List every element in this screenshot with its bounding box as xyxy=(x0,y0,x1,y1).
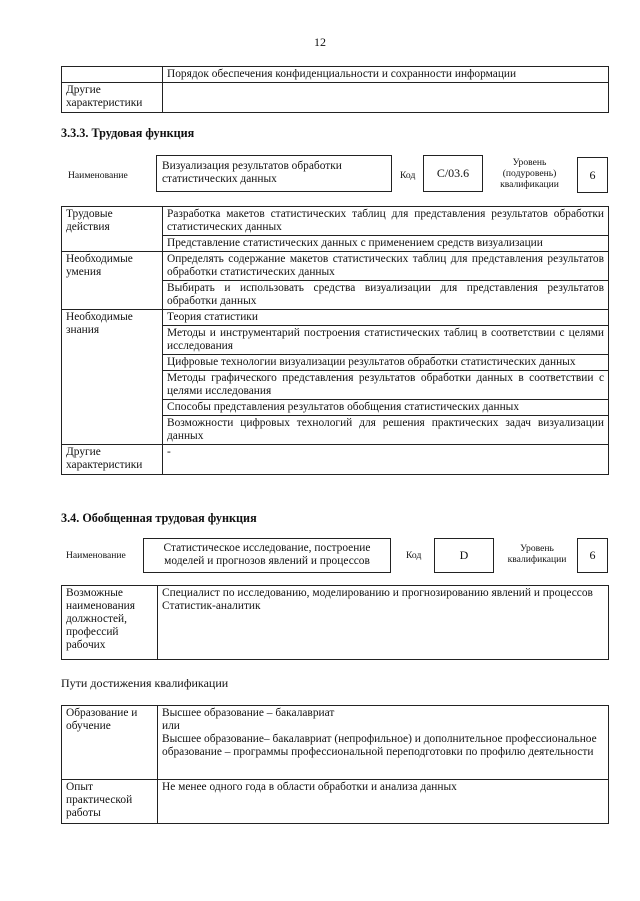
code-value-333 xyxy=(423,155,483,192)
experience-label: Опыт практической работы xyxy=(62,780,158,824)
position-item: Специалист по исследованию, моделированию и прогнозированию явлений и процессов xyxy=(162,587,593,599)
skill-row: Выбирать и использовать средства визуализации для представления результатов обработки данных xyxy=(163,281,609,310)
top-other-value xyxy=(163,83,609,113)
name-value-34: Статистическое исследование, построение моделей и прогнозов явлений и процессов xyxy=(143,538,391,573)
knowledge-row: Цифровые технологии визуализации результатов обработки статистических данных xyxy=(163,355,609,371)
knowledge-row: Методы графического представления результатов обработки данных в соответствии с целями исследования xyxy=(163,371,609,400)
education-label: Образование и обучение xyxy=(62,706,158,780)
positions-table xyxy=(61,585,609,660)
details-other-value: - xyxy=(163,445,609,475)
knowledge-row: Возможности цифровых технологий для решения практических задач визуализации данных xyxy=(163,416,609,445)
section-34-title: 3.4. Обобщенная трудовая функция xyxy=(61,511,257,525)
code-text-34: D xyxy=(459,548,469,562)
skills-label: Необходимые умения xyxy=(62,252,163,310)
details-other-label: Другие характеристики xyxy=(62,445,163,475)
name-value-333: Визуализация результатов обработки статистических данных xyxy=(156,155,392,192)
section-333-title: 3.3.3. Трудовая функция xyxy=(61,126,195,140)
education-line: или xyxy=(162,720,180,732)
positions-values xyxy=(158,586,609,660)
code-label-333: Код xyxy=(400,170,416,181)
knowledge-row: Теория статистики xyxy=(163,310,609,326)
labor-action-row: Представление статистических данных с применением средств визуализации xyxy=(163,236,609,252)
level-text-34: 6 xyxy=(589,548,596,562)
qualification-paths-title: Пути достижения квалификации xyxy=(61,676,229,690)
labor-action-row: Разработка макетов статистических таблиц для представления результатов обработки статистических данных xyxy=(163,207,609,236)
position-item: Статистик-аналитик xyxy=(162,600,261,612)
knowledge-row: Способы представления результатов обобщения статистических данных xyxy=(163,400,609,416)
education-line: Высшее образование – бакалавриат xyxy=(162,707,335,719)
experience-value: Не менее одного года в области обработки и анализа данных xyxy=(158,780,609,824)
name-label-333: Наименование xyxy=(68,170,128,181)
level-text-333: 6 xyxy=(589,167,596,182)
details-table xyxy=(61,206,609,475)
code-text-333: C/03.6 xyxy=(436,166,470,180)
page-number: 12 xyxy=(314,35,326,49)
top-table xyxy=(61,66,609,113)
skill-row: Определять содержание макетов статистических таблиц для представления результатов обработки статистических данных xyxy=(163,252,609,281)
labor-actions-label: Трудовые действия xyxy=(62,207,163,252)
top-table-text: Порядок обеспечения конфиденциальности и сохранности информации xyxy=(163,67,609,83)
code-label-34: Код xyxy=(406,550,422,561)
level-label-34: Уровень квалификации xyxy=(507,543,567,565)
level-value-34 xyxy=(577,538,608,573)
top-table-empty-cell xyxy=(62,67,163,83)
level-label-333: Уровень (подуровень) квалификации xyxy=(500,157,559,190)
top-other-label: Другие характеристики xyxy=(62,83,163,113)
education-line: Высшее образование– бакалавриат (непрофильное) и дополнительное профессиональное образование – программы профессиональной переподготовки по профилю деятельности xyxy=(162,733,597,758)
level-value-333 xyxy=(577,157,608,193)
code-value-34 xyxy=(434,538,494,573)
positions-label: Возможные наименования должностей, профессий рабочих xyxy=(62,586,158,660)
education-values xyxy=(158,706,609,780)
knowledge-row: Методы и инструментарий построения статистических таблиц в соответствии с целями исследования xyxy=(163,326,609,355)
education-table xyxy=(61,705,609,824)
knowledge-label: Необходимые знания xyxy=(62,310,163,445)
name-label-34: Наименование xyxy=(66,550,126,561)
